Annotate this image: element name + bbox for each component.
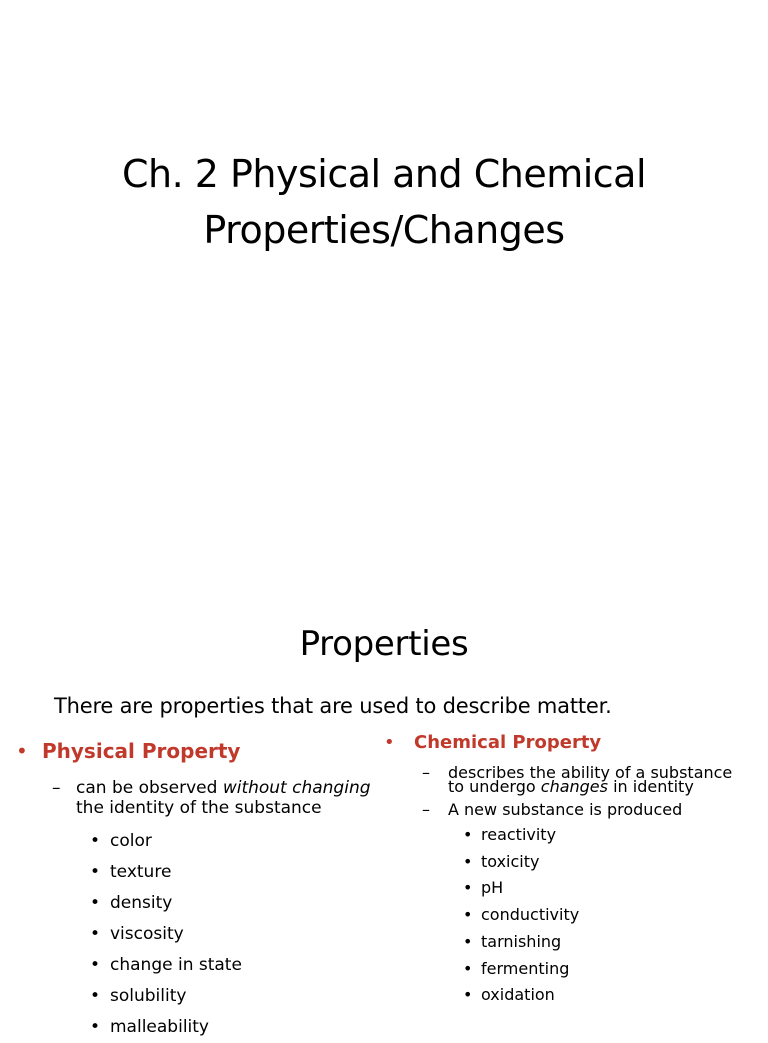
bullet-icon: • xyxy=(90,893,101,913)
bullet-icon: • xyxy=(463,825,473,844)
bullet-icon: • xyxy=(90,986,101,1006)
list-item-text: reactivity xyxy=(481,825,557,844)
chemical-examples-list xyxy=(384,822,768,1009)
intro-text: There are properties that are used to describe matter. xyxy=(54,694,612,718)
list-item xyxy=(384,875,768,902)
list-item-text: texture xyxy=(110,862,172,882)
chemical-new-substance xyxy=(384,800,768,820)
definition-text: can be observed xyxy=(76,778,223,798)
list-item-text: fermenting xyxy=(481,958,570,978)
physical-definition-line-1 xyxy=(76,778,386,798)
bullet-icon: • xyxy=(463,905,473,925)
physical-examples-list xyxy=(16,826,386,1043)
list-item xyxy=(16,950,386,981)
definition-emphasis: without changing xyxy=(222,778,371,798)
title-line-1: Ch. 2 Physical and Chemical xyxy=(121,152,647,196)
bullet-icon: • xyxy=(463,878,473,898)
definition-emphasis: changes xyxy=(540,777,608,796)
chemical-definition-line-1: describes the ability of a substance xyxy=(448,763,733,782)
list-item-text: solubility xyxy=(110,986,187,1006)
bullet-icon: • xyxy=(90,831,101,851)
definition-text: to undergo xyxy=(448,777,541,796)
list-item xyxy=(16,826,386,857)
list-item xyxy=(16,857,386,888)
list-item xyxy=(384,822,768,849)
list-item-text: tarnishing xyxy=(481,931,562,951)
list-item-text: viscosity xyxy=(110,924,184,944)
bullet-icon: • xyxy=(463,931,473,951)
chemical-property-heading xyxy=(384,730,768,756)
bullet-icon: • xyxy=(90,1017,101,1037)
slide-properties xyxy=(0,576,768,1037)
list-item-text: density xyxy=(110,893,173,913)
list-item xyxy=(16,919,386,950)
physical-heading-text: Physical Property xyxy=(42,739,241,763)
list-item-text: pH xyxy=(481,878,504,898)
chemical-heading-text: Chemical Property xyxy=(414,732,602,753)
list-item xyxy=(384,982,768,1009)
physical-definition xyxy=(16,778,386,818)
new-substance-text: A new substance is produced xyxy=(448,800,683,819)
list-item xyxy=(16,888,386,919)
list-item xyxy=(16,981,386,1012)
definition-text: in identity xyxy=(607,777,694,796)
bullet-icon: • xyxy=(463,958,473,978)
chemical-definition-line-2 xyxy=(448,777,768,796)
dash-icon: – xyxy=(52,778,61,798)
physical-property-heading xyxy=(16,736,386,766)
list-item xyxy=(384,849,768,876)
chemical-property-column xyxy=(384,730,768,1009)
chemical-definition xyxy=(384,763,768,796)
list-item-text: color xyxy=(110,831,152,851)
list-item xyxy=(384,956,768,983)
dash-icon: – xyxy=(422,800,430,819)
title-line-2: Properties/Changes xyxy=(203,208,565,252)
bullet-icon: • xyxy=(16,739,28,763)
bullet-icon: • xyxy=(90,862,101,882)
bullet-icon: • xyxy=(463,851,473,871)
bullet-icon: • xyxy=(384,732,395,753)
properties-heading: Properties xyxy=(299,624,469,664)
physical-property-column xyxy=(16,736,386,1043)
list-item-text: change in state xyxy=(110,955,242,975)
bullet-icon: • xyxy=(90,955,101,975)
list-item xyxy=(384,929,768,956)
list-item-text: malleability xyxy=(110,1017,209,1037)
bullet-icon: • xyxy=(90,924,101,944)
list-item xyxy=(384,902,768,929)
dash-icon: – xyxy=(422,763,430,782)
bullet-icon: • xyxy=(463,985,473,1005)
list-item-text: toxicity xyxy=(481,851,540,871)
slide-title-heading xyxy=(40,146,728,258)
physical-definition-line-2: the identity of the substance xyxy=(76,798,322,818)
list-item-text: conductivity xyxy=(481,905,580,925)
list-item xyxy=(16,1012,386,1043)
list-item-text: oxidation xyxy=(481,985,555,1005)
